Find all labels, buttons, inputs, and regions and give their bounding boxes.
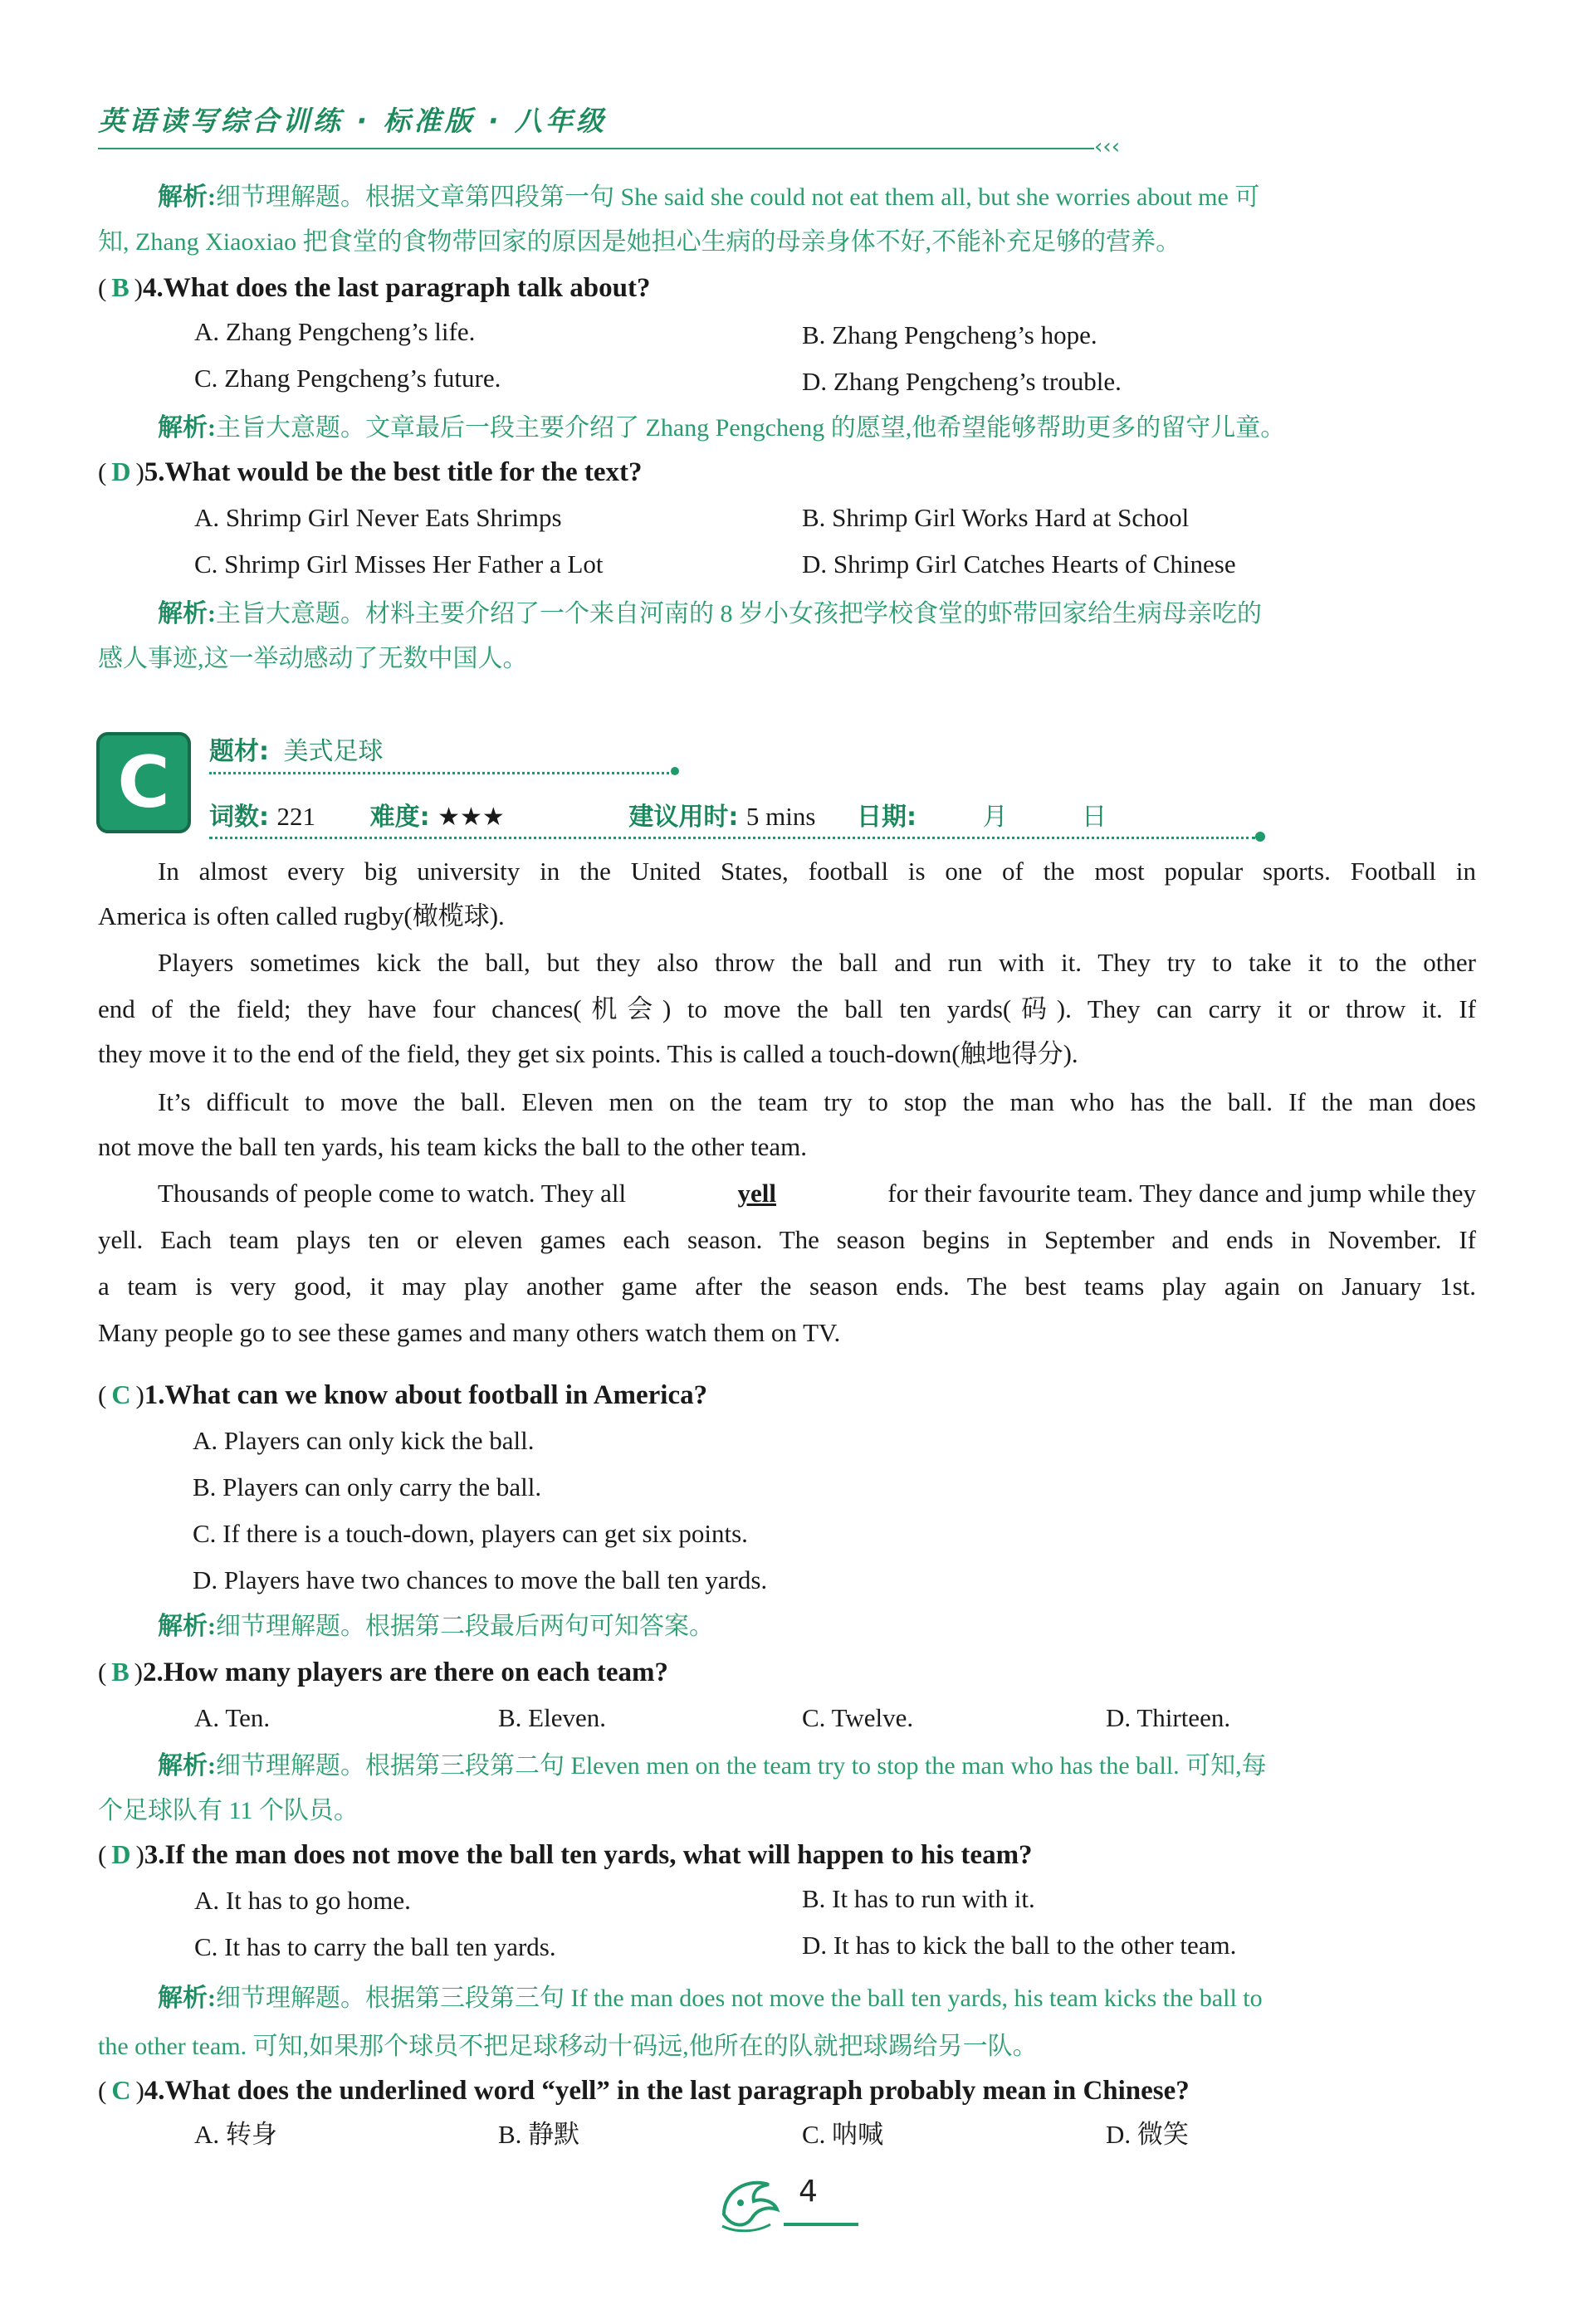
question-prev-4: ( B )4.What does the last paragraph talk about? — [98, 272, 651, 303]
underlined-word-yell: yell — [737, 1179, 776, 1208]
header-arrows: ‹‹‹ — [1094, 134, 1121, 159]
passage-line-10: a team is very good, it may play another game after the season ends. The best teams play again on January 1st. — [98, 1272, 1476, 1301]
passage-line-7: not move the ball ten yards, his team kicks the ball to the other team. — [98, 1132, 807, 1161]
answer-prev-4: B — [111, 272, 130, 302]
option-4a[interactable]: A. 转身 — [194, 2120, 277, 2149]
passage-line-5: they move it to the end of the field, they get six points. This is called a touch-down(触地得分). — [98, 1039, 1078, 1068]
passage-line-11: Many people go to see these games and many others watch them on TV. — [98, 1318, 841, 1347]
passage-line-6: It’s difficult to move the ball. Eleven men on the team try to stop the man who has the ball. If the man does — [158, 1087, 1476, 1116]
analysis-q3-line2: the other team. 可知,如果那个球员不把足球移动十码远,他所在的队就把球踢给另一队。 — [98, 2033, 1038, 2060]
answer-3: D — [111, 1839, 131, 1869]
option-2a[interactable]: A. Ten. — [194, 1703, 271, 1732]
section-c-badge — [96, 732, 191, 833]
analysis-q2-line2: 个足球队有 11 个队员。 — [98, 1797, 359, 1824]
option-4d[interactable]: D. 微笑 — [1106, 2120, 1189, 2149]
answer-prev-5: D — [111, 456, 131, 486]
header-divider — [98, 148, 1094, 149]
option-2c[interactable]: C. Twelve. — [802, 1703, 914, 1732]
header-title: 英语读写综合训练 · 标准版 · 八年级 — [98, 105, 608, 137]
option-prev-4b[interactable]: B. Zhang Pengcheng’s hope. — [802, 320, 1097, 349]
page-number: 4 — [799, 2175, 818, 2209]
option-3b[interactable]: B. It has to run with it. — [802, 1884, 1035, 1913]
passage-line-3: Players sometimes kick the ball, but they also throw the ball and run with it. They try to take it to the other — [158, 948, 1476, 977]
section-c-letter: C — [117, 741, 170, 824]
passage-line-8: Thousands of people come to watch. They all yell for their favourite team. They dance and jump while they — [158, 1177, 1476, 1210]
passage-line-4: end of the field; they have four chances(机会) to move the ball ten yards(码). They can carry it or throw it. If — [98, 994, 1476, 1023]
difficulty-stars: ★★★ — [437, 803, 505, 832]
option-2b[interactable]: B. Eleven. — [498, 1703, 606, 1732]
meta-dotted-line — [209, 837, 1255, 839]
passage-line-9: yell. Each team plays ten or eleven games each season. The season begins in September and ends in November. If — [98, 1225, 1476, 1254]
analysis-q1: 解析:细节理解题。根据第二段最后两句可知答案。 — [158, 1613, 714, 1640]
meta-dot — [1255, 832, 1265, 842]
analysis-q2-line1: 解析:细节理解题。根据第三段第二句 Eleven men on the team try to stop the man who has the ball. 可知,每 — [158, 1752, 1267, 1780]
section-c-topic: 题材: 美式足球 — [209, 737, 384, 766]
option-1a[interactable]: A. Players can only kick the ball. — [193, 1426, 535, 1455]
answer-2: B — [111, 1657, 130, 1687]
answer-1: C — [111, 1379, 131, 1409]
option-prev-5b[interactable]: B. Shrimp Girl Works Hard at School — [802, 503, 1190, 532]
analysis-prev-q5-line2: 感人事迹,这一举动感动了无数中国人。 — [98, 645, 528, 672]
option-prev-4d[interactable]: D. Zhang Pengcheng’s trouble. — [802, 367, 1122, 396]
word-count: 221 — [276, 802, 316, 831]
option-1c[interactable]: C. If there is a touch-down, players can get six points. — [193, 1519, 748, 1548]
section-c-meta: 词数: 221 难度: ★★★ 建议用时: 5 mins 日期: 月 日 — [209, 802, 1107, 832]
topic-dotted-line — [209, 772, 674, 774]
option-3a[interactable]: A. It has to go home. — [194, 1886, 411, 1915]
option-3c[interactable]: C. It has to carry the ball ten yards. — [194, 1932, 556, 1961]
option-prev-5d[interactable]: D. Shrimp Girl Catches Hearts of Chinese — [802, 549, 1236, 579]
passage-line-1: In almost every big university in the United States, football is one of the most popular sports. Football in — [158, 857, 1476, 886]
answer-4: C — [111, 2075, 131, 2105]
question-4: ( C )4.What does the underlined word “yell” in the last paragraph probably mean in Chinese? — [98, 2075, 1190, 2106]
option-prev-4a[interactable]: A. Zhang Pengcheng’s life. — [194, 317, 476, 346]
question-3: ( D )3.If the man does not move the ball ten yards, what will happen to his team? — [98, 1839, 1033, 1870]
question-prev-5: ( D )5.What would be the best title for the text? — [98, 456, 643, 487]
option-prev-5a[interactable]: A. Shrimp Girl Never Eats Shrimps — [194, 503, 562, 532]
question-1: ( C )1.What can we know about football in America? — [98, 1379, 708, 1410]
dolphin-icon — [716, 2173, 785, 2234]
option-3d[interactable]: D. It has to kick the ball to the other team. — [802, 1931, 1237, 1960]
option-prev-4c[interactable]: C. Zhang Pengcheng’s future. — [194, 364, 501, 393]
option-4c[interactable]: C. 呐喊 — [802, 2120, 884, 2149]
topic-dot — [671, 767, 679, 775]
analysis-prev-q5-line1: 解析:主旨大意题。材料主要介绍了一个来自河南的 8 岁小女孩把学校食堂的虾带回家给生病母亲吃的 — [158, 600, 1262, 627]
analysis-prev-q4: 解析:主旨大意题。文章最后一段主要介绍了 Zhang Pengcheng 的愿望,他希望能够帮助更多的留守儿童。 — [158, 414, 1286, 442]
option-prev-5c[interactable]: C. Shrimp Girl Misses Her Father a Lot — [194, 549, 604, 579]
option-2d[interactable]: D. Thirteen. — [1106, 1703, 1231, 1732]
suggested-time: 5 mins — [745, 802, 816, 831]
option-1b[interactable]: B. Players can only carry the ball. — [193, 1472, 542, 1501]
passage-line-2: America is often called rugby(橄榄球). — [98, 901, 505, 930]
analysis-q3-line1: 解析:细节理解题。根据第三段第三句 If the man does not move the ball ten yards, his team kicks the ball to — [158, 1985, 1263, 2012]
option-1d[interactable]: D. Players have two chances to move the ball ten yards. — [193, 1565, 768, 1594]
analysis-prev-q3-line1: 解析:细节理解题。根据文章第四段第一句 She said she could not eat them all, but she worries about me 可 — [158, 183, 1260, 211]
question-2: ( B )2.How many players are there on each team? — [98, 1657, 669, 1687]
page-header — [98, 100, 1127, 149]
footer-underline — [784, 2223, 858, 2226]
option-4b[interactable]: B. 静默 — [498, 2120, 580, 2149]
analysis-prev-q3-line2: 知, Zhang Xiaoxiao 把食堂的食物带回家的原因是她担心生病的母亲身体不好,不能补充足够的营养。 — [98, 228, 1181, 256]
